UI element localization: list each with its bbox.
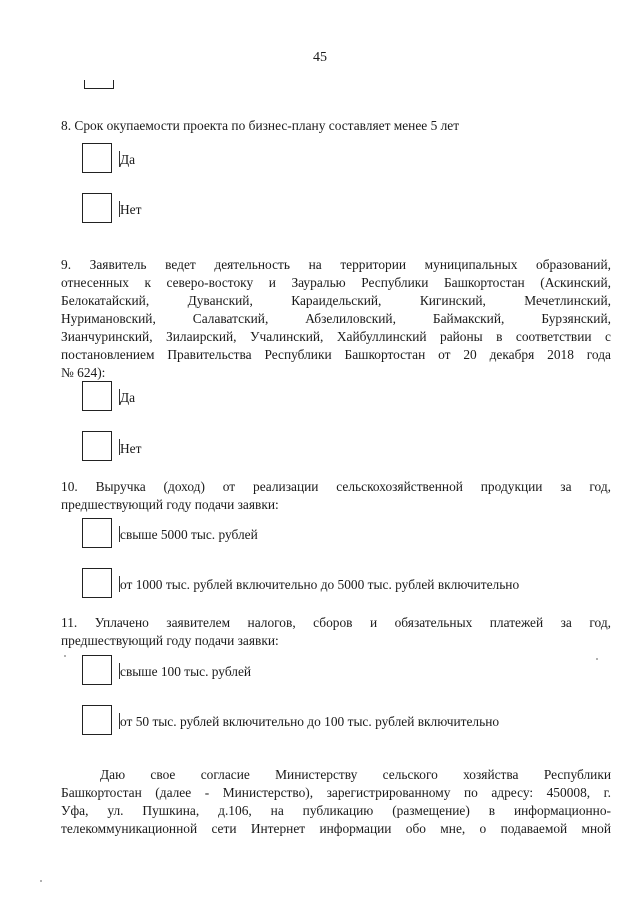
q10-line-2: предшествующий году подачи заявки: xyxy=(61,497,279,512)
q8-option-no-label: Нет xyxy=(120,202,142,217)
q11-checkbox-option-1[interactable] xyxy=(82,655,112,685)
q8-option-yes-label: Да xyxy=(120,152,136,167)
q10-checkbox-option-2[interactable] xyxy=(82,568,112,598)
q11-line-1: 11. Уплачено заявителем налогов, сборов и обязательных платежей за год, xyxy=(61,615,611,630)
q9-line-5: Зианчуринский, Зилаирский, Учалинский, Хайбуллинский районы в соответствии с xyxy=(61,329,611,344)
q9-line-1: 9. Заявитель ведет деятельность на территории муниципальных образований, xyxy=(61,257,611,272)
q10-option-1-label: свыше 5000 тыс. рублей xyxy=(120,527,258,542)
q9-line-2: отнесенных к северо-востоку и Зауралью Республики Башкортостан (Аскинский, xyxy=(61,275,611,290)
q9-option-no-label: Нет xyxy=(120,441,142,456)
q8-checkbox-no[interactable] xyxy=(82,193,112,223)
q11-option-2-label: от 50 тыс. рублей включительно до 100 тыс. рублей включительно xyxy=(120,714,500,729)
scan-speck xyxy=(64,655,66,657)
q9-checkbox-no[interactable] xyxy=(82,431,112,461)
q8-checkbox-yes[interactable] xyxy=(82,143,112,173)
q9-line-4: Нуримановский, Салаватский, Абзелиловский, Баймакский, Бурзянский, xyxy=(61,311,611,326)
q11-checkbox-option-2[interactable] xyxy=(82,705,112,735)
consent-line-3: Уфа, ул. Пушкина, д.106, на публикацию (размещение) в информационно- xyxy=(61,803,611,818)
q10-checkbox-option-1[interactable] xyxy=(82,518,112,548)
consent-line-4: телекоммуникационной сети Интернет информации обо мне, о подаваемой мной xyxy=(61,821,611,836)
q11-line-2: предшествующий году подачи заявки: xyxy=(61,633,279,648)
q10-option-2-label: от 1000 тыс. рублей включительно до 5000 тыс. рублей включительно xyxy=(120,577,520,592)
scan-speck xyxy=(40,880,42,882)
consent-line-1: Даю свое согласие Министерству сельского хозяйства Республики xyxy=(100,767,611,782)
q8-text: 8. Срок окупаемости проекта по бизнес-плану составляет менее 5 лет xyxy=(61,118,460,133)
scan-speck xyxy=(596,658,598,660)
q11-option-1-label: свыше 100 тыс. рублей xyxy=(120,664,252,679)
q9-line-6: постановлением Правительства Республики Башкортостан от 20 декабря 2018 года xyxy=(61,347,611,362)
q10-line-1: 10. Выручка (доход) от реализации сельскохозяйственной продукции за год, xyxy=(61,479,611,494)
q9-option-yes-label: Да xyxy=(120,390,136,405)
checkbox-previous-partial[interactable] xyxy=(84,80,114,89)
q9-checkbox-yes[interactable] xyxy=(82,381,112,411)
q9-line-7: № 624): xyxy=(61,365,106,380)
consent-line-2: Башкортостан (далее - Министерство), зарегистрированному по адресу: 450008, г. xyxy=(61,785,611,800)
page-number: 45 xyxy=(313,50,327,65)
q9-line-3: Белокатайский, Дуванский, Караидельский, Кигинский, Мечетлинский, xyxy=(61,293,611,308)
